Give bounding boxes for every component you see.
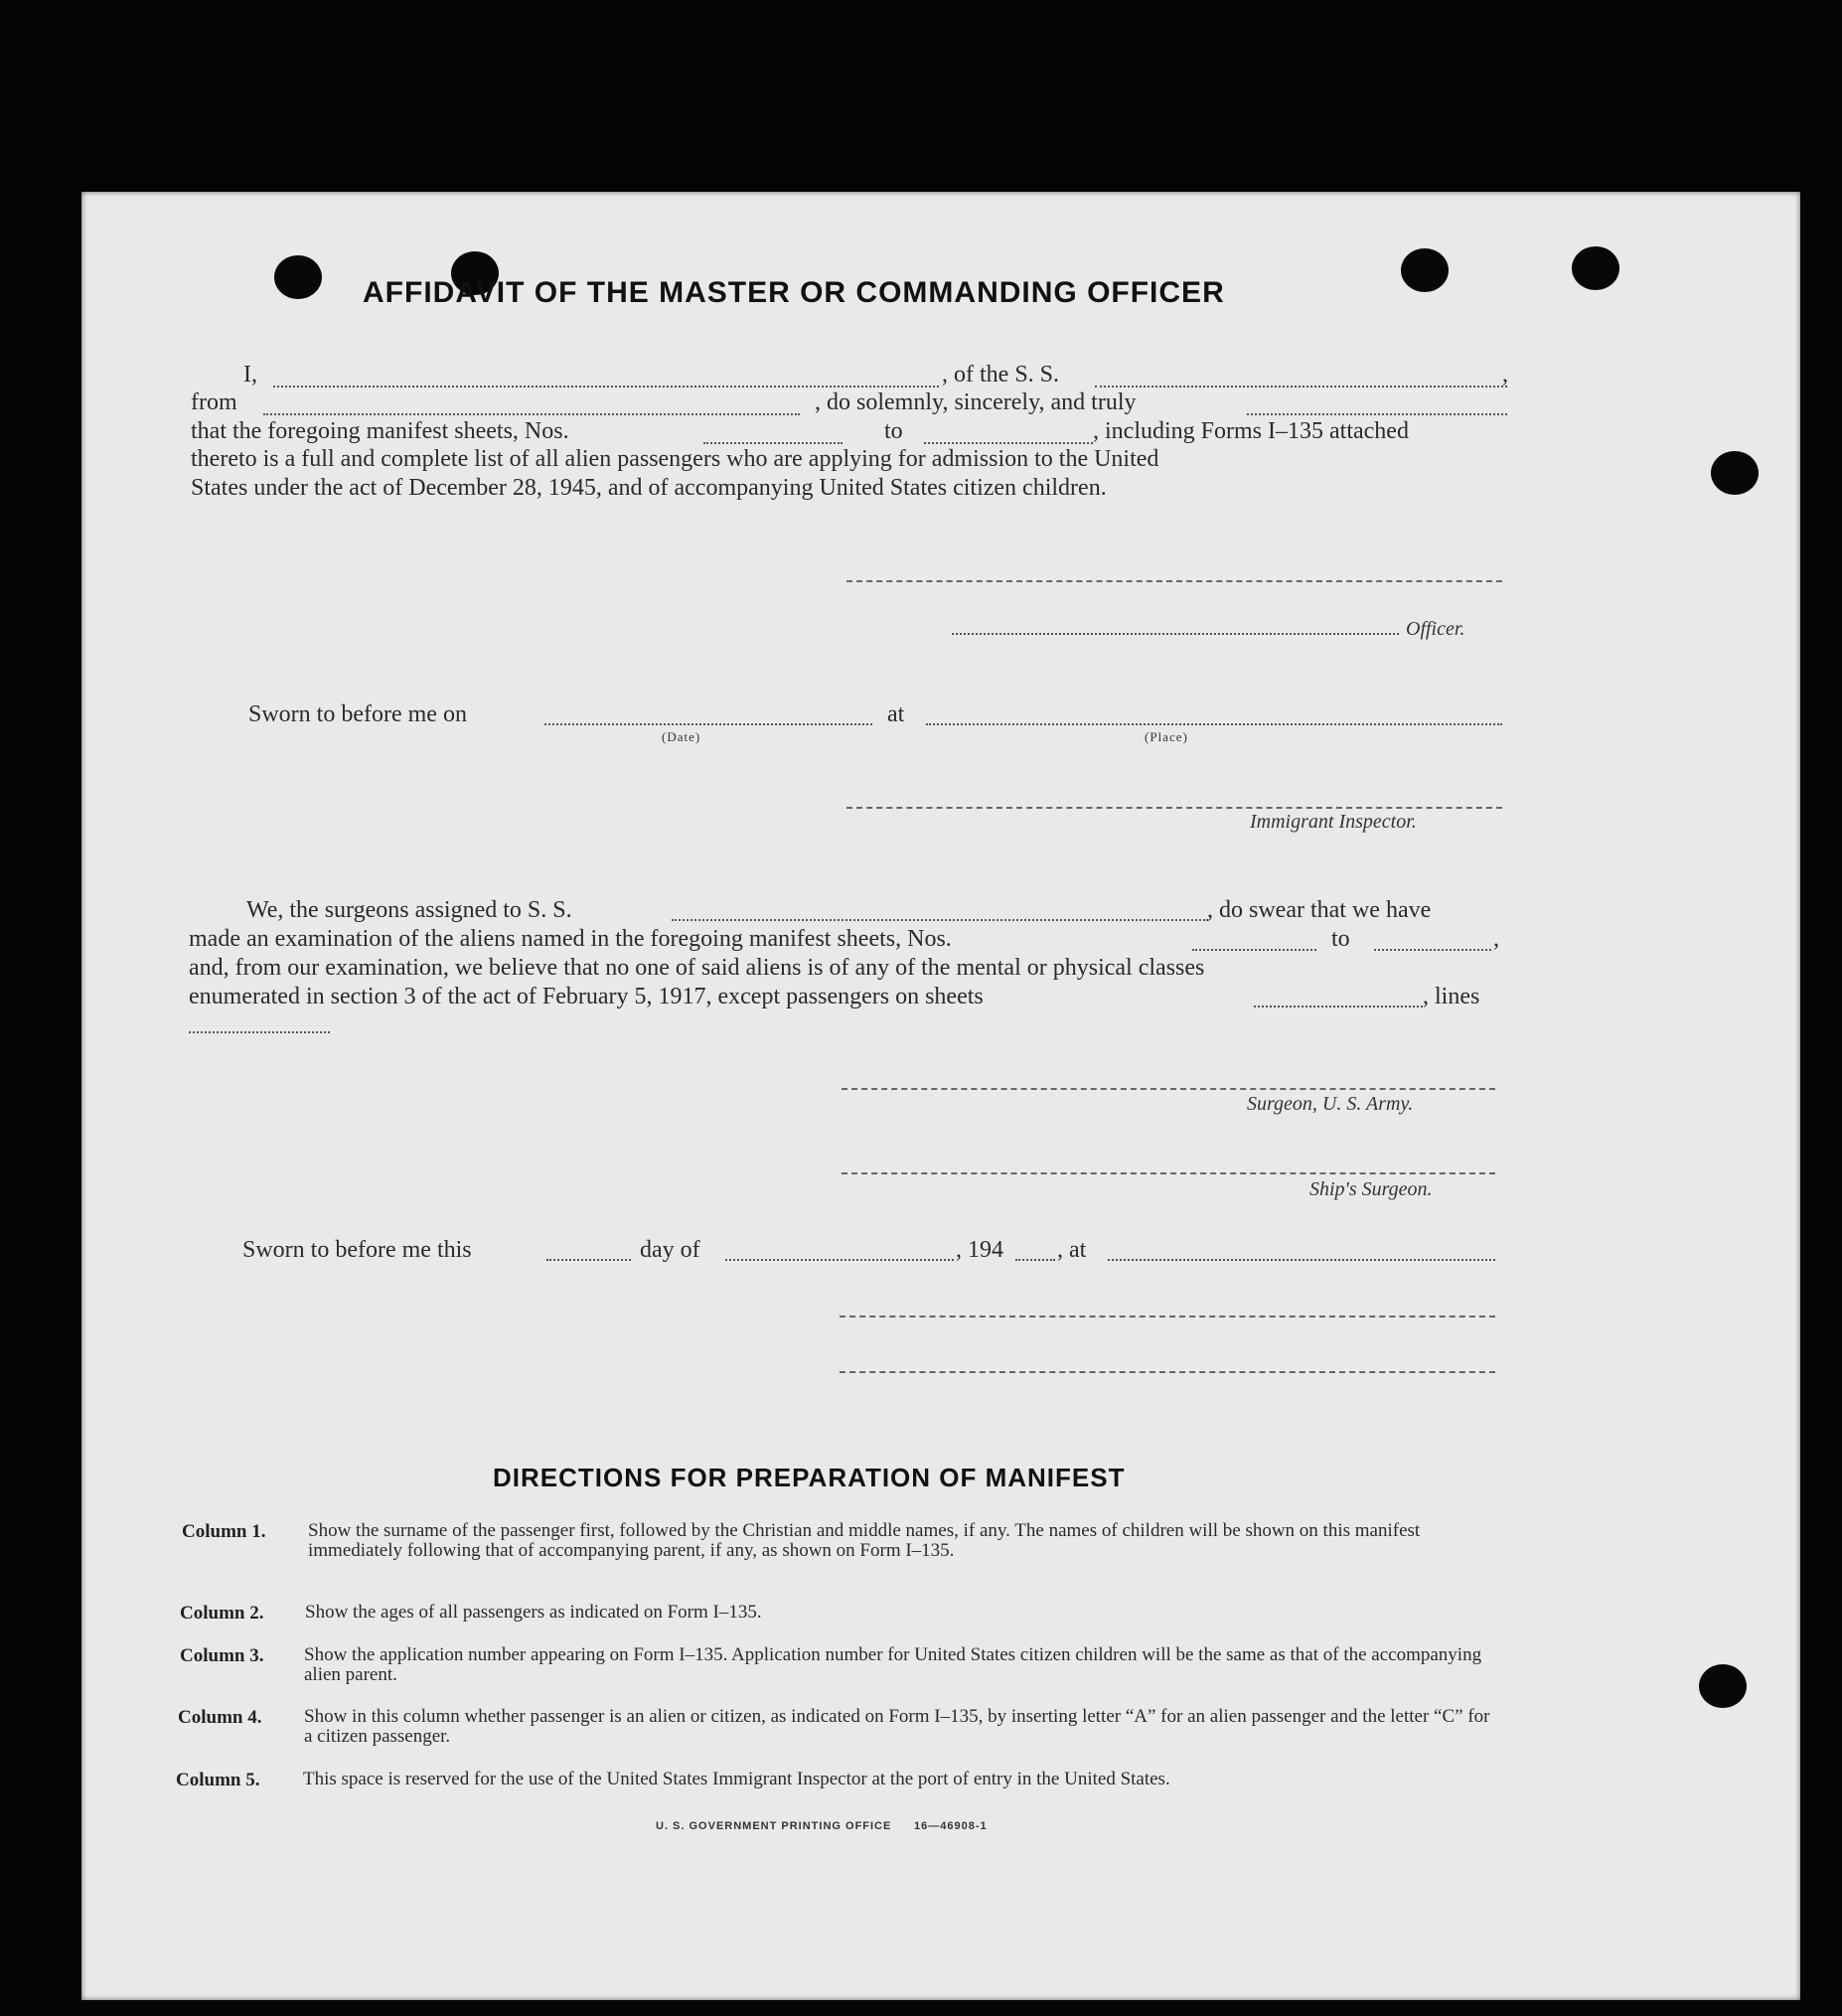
direction-label: Column 4.: [178, 1707, 262, 1728]
direction-label: Column 1.: [182, 1521, 266, 1542]
affidavit-line4: thereto is a full and complete list of all alien passengers who are applying for admission to the United: [191, 446, 1159, 472]
sheet-from-field[interactable]: [703, 442, 843, 444]
affidavit-line1-mid: , of the S. S.: [942, 362, 1060, 388]
directions-title: DIRECTIONS FOR PREPARATION OF MANIFEST: [493, 1463, 1126, 1492]
affidavit-line5: States under the act of December 28, 1945, and of accompanying United States citizen children.: [191, 475, 1107, 501]
surgeons-line4-end: , lines: [1423, 984, 1480, 1009]
surgeons-line2-to: to: [1331, 926, 1350, 952]
truly-field[interactable]: [1247, 413, 1507, 415]
from-port-field[interactable]: [263, 413, 800, 415]
affidavit-line2-mid: , do solemnly, sincerely, and truly: [815, 389, 1137, 415]
sworn-on-label: Sworn to before me on: [248, 701, 467, 727]
inspector-signature-line[interactable]: [846, 807, 1502, 809]
at-label: , at: [1057, 1237, 1087, 1263]
surgeons-sheet-to-field[interactable]: [1374, 949, 1491, 951]
sworn-place-field[interactable]: [926, 723, 1502, 725]
officer-label: Officer.: [1406, 618, 1465, 640]
direction-text: Show in this column whether passenger is an alien or citizen, as indicated on Form I–135, by inserting letter “A” for an alien passenger and the letter “C” for a citizen passenger.: [304, 1706, 1490, 1747]
signature-line[interactable]: [846, 580, 1502, 582]
lines-field[interactable]: [189, 1031, 330, 1033]
sworn-date-field[interactable]: [544, 723, 872, 725]
sworn-at-label: at: [887, 701, 905, 727]
direction-text: This space is reserved for the use of the United States Immigrant Inspector at the port of entry in the United States.: [303, 1769, 1170, 1789]
affidavit-title: AFFIDAVIT OF THE MASTER OR COMMANDING OFFICER: [363, 276, 1225, 309]
sworn-this-label: Sworn to before me this: [242, 1237, 472, 1263]
officer-signature-line[interactable]: [952, 633, 1399, 635]
place-label: (Place): [1145, 729, 1188, 744]
sworn-month-field[interactable]: [725, 1259, 954, 1261]
sheet-to-field[interactable]: [924, 442, 1093, 444]
direction-text: Show the application number appearing on Form I–135. Application number for United States citizen children will be the same as that of the accompanying alien parent.: [304, 1644, 1482, 1685]
affidavit-line2-start: from: [191, 389, 237, 415]
date-label: (Date): [662, 729, 701, 744]
affidavit-line1-start: I,: [243, 362, 257, 388]
comma: ,: [1502, 362, 1508, 388]
surgeons-line1-end: , do swear that we have: [1207, 897, 1432, 923]
surgeons-ship-field[interactable]: [672, 919, 1208, 921]
punch-hole: [1572, 246, 1619, 290]
comma: ,: [1493, 926, 1499, 952]
surgeons-line2-start: made an examination of the aliens named in the foregoing manifest sheets, Nos.: [189, 926, 952, 952]
punch-hole: [1401, 248, 1449, 292]
direction-label: Column 5.: [176, 1770, 260, 1790]
except-sheets-field[interactable]: [1254, 1006, 1423, 1008]
year-field[interactable]: [1015, 1259, 1055, 1261]
signature-line[interactable]: [840, 1316, 1495, 1318]
day-of-label: day of: [640, 1237, 700, 1263]
punch-hole: [274, 255, 322, 299]
ship-name-field[interactable]: [1095, 386, 1507, 388]
direction-text: Show the ages of all passengers as indicated on Form I–135.: [305, 1602, 762, 1623]
affidavit-line3-to: to: [884, 418, 903, 444]
affidavit-line3-start: that the foregoing manifest sheets, Nos.: [191, 418, 569, 444]
army-surgeon-signature-line[interactable]: [842, 1088, 1495, 1090]
printer-imprint: U. S. GOVERNMENT PRINTING OFFICE: [656, 1820, 892, 1832]
army-surgeon-label: Surgeon, U. S. Army.: [1247, 1093, 1414, 1115]
punch-hole: [1711, 451, 1759, 495]
surgeons-line3: and, from our examination, we believe that no one of said aliens is of any of the mental or physical classes: [189, 955, 1205, 981]
surgeons-sheet-from-field[interactable]: [1192, 949, 1316, 951]
year-label: , 194: [956, 1237, 1003, 1263]
ship-surgeon-label: Ship's Surgeon.: [1309, 1178, 1433, 1200]
sworn-day-field[interactable]: [546, 1259, 631, 1261]
form-code: 16—46908-1: [914, 1820, 988, 1832]
surgeons-line4-start: enumerated in section 3 of the act of February 5, 1917, except passengers on sheets: [189, 984, 984, 1009]
direction-label: Column 3.: [180, 1645, 264, 1666]
direction-text: Show the surname of the passenger first, followed by the Christian and middle names, if any. The names of children will be shown on this manifest immediately following that of accompanying parent, if any, as shown on Form I–135.: [308, 1520, 1421, 1561]
affidavit-line3-end: , including Forms I–135 attached: [1093, 418, 1409, 444]
inspector-label: Immigrant Inspector.: [1250, 811, 1417, 833]
direction-label: Column 2.: [180, 1603, 264, 1624]
punch-hole: [1699, 1664, 1747, 1708]
ship-surgeon-signature-line[interactable]: [842, 1172, 1495, 1174]
surgeons-line1-start: We, the surgeons assigned to S. S.: [246, 897, 572, 923]
master-name-field[interactable]: [273, 386, 939, 388]
sworn-place2-field[interactable]: [1108, 1259, 1495, 1261]
signature-line[interactable]: [840, 1371, 1495, 1373]
